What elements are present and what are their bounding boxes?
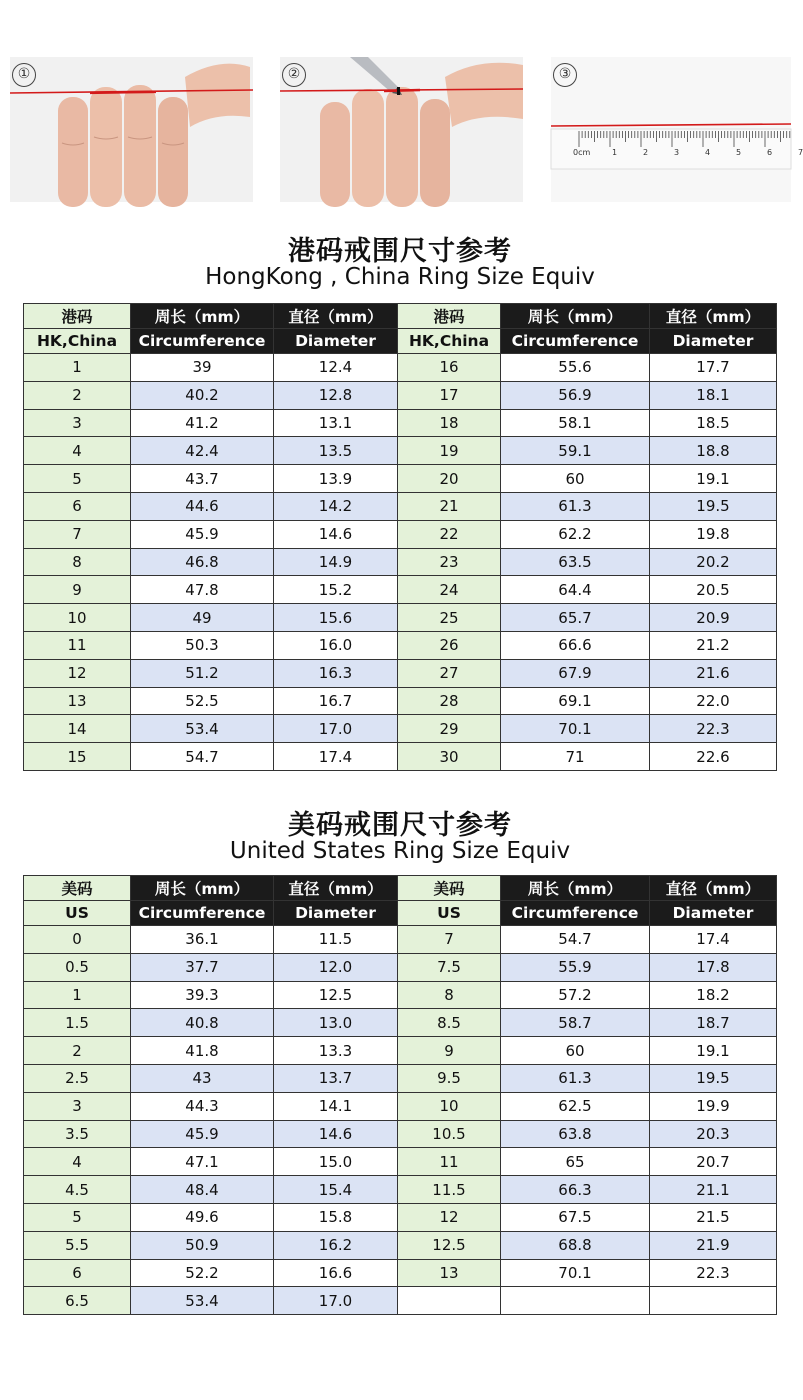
cell-diameter: 22.0	[650, 687, 777, 715]
cell-circumference: 61.3	[501, 1064, 650, 1092]
cell-size: 21	[398, 492, 501, 520]
cell-size: 5	[24, 465, 131, 493]
cell-size: 8	[24, 548, 131, 576]
header-circumference-en: Circumference	[131, 329, 274, 354]
cell-size: 7	[24, 520, 131, 548]
cell-size: 1	[24, 981, 131, 1009]
ruler-label: 0cm	[573, 148, 591, 157]
header-diameter-en: Diameter	[650, 329, 777, 354]
table-row	[24, 437, 777, 465]
ruler-label: 2	[643, 148, 649, 157]
table-row	[24, 354, 777, 382]
cell-circumference: 61.3	[501, 492, 650, 520]
cell-diameter: 13.1	[274, 409, 398, 437]
cell-circumference: 52.5	[131, 687, 274, 715]
cell-circumference: 58.7	[501, 1009, 650, 1037]
cell-circumference: 39.3	[131, 981, 274, 1009]
cell-size: 18	[398, 409, 501, 437]
header-diameter-en: Diameter	[274, 329, 398, 354]
cell-diameter: 15.4	[274, 1176, 398, 1204]
hk-header-cn-row	[24, 304, 777, 329]
header-circumference-cn: 周长（mm）	[131, 304, 274, 329]
cell-diameter: 17.0	[274, 1287, 398, 1315]
ruler-label: 6	[767, 148, 773, 157]
cell-diameter: 21.1	[650, 1176, 777, 1204]
cell-size: 1.5	[24, 1009, 131, 1037]
cell-circumference: 50.3	[131, 631, 274, 659]
cell-diameter: 17.0	[274, 715, 398, 743]
cell-diameter: 14.6	[274, 520, 398, 548]
cell-size: 15	[24, 743, 131, 771]
cell-diameter: 12.8	[274, 381, 398, 409]
cell-diameter: 17.8	[650, 953, 777, 981]
cell-circumference: 44.3	[131, 1092, 274, 1120]
header-circumference-cn: 周长（mm）	[501, 304, 650, 329]
table-row	[24, 715, 777, 743]
hk-size-table	[23, 303, 777, 771]
cell-circumference: 40.8	[131, 1009, 274, 1037]
hk-title-cn: 港码戒围尺寸参考	[288, 236, 512, 267]
cell-diameter: 14.9	[274, 548, 398, 576]
cell-size	[398, 1287, 501, 1315]
cell-circumference: 66.3	[501, 1176, 650, 1204]
cell-size: 7.5	[398, 953, 501, 981]
cell-circumference: 54.7	[131, 743, 274, 771]
cell-size: 14	[24, 715, 131, 743]
cell-size: 6	[24, 492, 131, 520]
table-row	[24, 687, 777, 715]
cell-circumference: 43	[131, 1064, 274, 1092]
cell-diameter: 19.1	[650, 465, 777, 493]
table-row	[24, 1231, 777, 1259]
header-diameter-en: Diameter	[274, 901, 398, 926]
cell-circumference: 49	[131, 604, 274, 632]
cell-circumference: 62.2	[501, 520, 650, 548]
cell-diameter: 16.6	[274, 1259, 398, 1287]
header-diameter-cn: 直径（mm）	[650, 304, 777, 329]
header-diameter-en: Diameter	[650, 901, 777, 926]
cell-diameter: 20.3	[650, 1120, 777, 1148]
cell-diameter: 16.0	[274, 631, 398, 659]
cell-circumference: 47.1	[131, 1148, 274, 1176]
cell-circumference: 41.8	[131, 1037, 274, 1065]
cell-circumference: 68.8	[501, 1231, 650, 1259]
cell-size: 11	[24, 631, 131, 659]
header-circumference-cn: 周长（mm）	[131, 876, 274, 901]
cell-diameter: 18.5	[650, 409, 777, 437]
cell-size: 3	[24, 409, 131, 437]
cell-diameter: 17.4	[274, 743, 398, 771]
cell-circumference: 59.1	[501, 437, 650, 465]
header-size-en: US	[398, 901, 501, 926]
header-size-cn: 美码	[24, 876, 131, 901]
table-row	[24, 520, 777, 548]
table-row	[24, 631, 777, 659]
cell-size: 22	[398, 520, 501, 548]
cell-circumference: 66.6	[501, 631, 650, 659]
cell-circumference: 53.4	[131, 715, 274, 743]
cell-circumference: 45.9	[131, 520, 274, 548]
ruler-label: 1	[612, 148, 618, 157]
header-size-cn: 美码	[398, 876, 501, 901]
hand-mark-string-illustration	[280, 57, 523, 202]
header-size-cn: 港码	[398, 304, 501, 329]
cell-circumference: 53.4	[131, 1287, 274, 1315]
cell-diameter: 19.5	[650, 1064, 777, 1092]
cell-circumference: 55.6	[501, 354, 650, 382]
us-header-en-row	[24, 901, 777, 926]
header-circumference-en: Circumference	[501, 329, 650, 354]
cell-diameter: 14.6	[274, 1120, 398, 1148]
cell-size: 30	[398, 743, 501, 771]
cell-circumference: 56.9	[501, 381, 650, 409]
header-size-en: HK,China	[24, 329, 131, 354]
cell-size: 24	[398, 576, 501, 604]
cell-diameter: 12.0	[274, 953, 398, 981]
table-row	[24, 1120, 777, 1148]
cell-circumference	[501, 1287, 650, 1315]
ruler-label: 7	[798, 148, 803, 157]
step-1-photo	[10, 57, 253, 202]
cell-size: 12	[24, 659, 131, 687]
cell-diameter: 15.8	[274, 1203, 398, 1231]
cell-diameter: 16.2	[274, 1231, 398, 1259]
header-diameter-cn: 直径（mm）	[650, 876, 777, 901]
table-row	[24, 743, 777, 771]
ruler-labels	[551, 148, 803, 160]
cell-diameter: 11.5	[274, 926, 398, 954]
cell-circumference: 63.8	[501, 1120, 650, 1148]
cell-size: 5	[24, 1203, 131, 1231]
cell-size: 6	[24, 1259, 131, 1287]
cell-size: 27	[398, 659, 501, 687]
table-row	[24, 1148, 777, 1176]
us-title-en: United States Ring Size Equiv	[229, 838, 571, 864]
cell-circumference: 55.9	[501, 953, 650, 981]
table-row	[24, 1064, 777, 1092]
cell-size: 25	[398, 604, 501, 632]
cell-size: 3.5	[24, 1120, 131, 1148]
cell-circumference: 62.5	[501, 1092, 650, 1120]
header-circumference-en: Circumference	[501, 901, 650, 926]
cell-circumference: 46.8	[131, 548, 274, 576]
table-row	[24, 465, 777, 493]
cell-size: 26	[398, 631, 501, 659]
table-row	[24, 576, 777, 604]
cell-circumference: 57.2	[501, 981, 650, 1009]
table-row	[24, 1259, 777, 1287]
cell-size: 28	[398, 687, 501, 715]
cell-circumference: 65.7	[501, 604, 650, 632]
cell-diameter: 20.2	[650, 548, 777, 576]
hk-title-en: HongKong , China Ring Size Equiv	[205, 264, 595, 290]
cell-size: 4	[24, 1148, 131, 1176]
cell-circumference: 42.4	[131, 437, 274, 465]
cell-size: 3	[24, 1092, 131, 1120]
cell-size: 4	[24, 437, 131, 465]
table-row	[24, 659, 777, 687]
table-row	[24, 981, 777, 1009]
cell-size: 8.5	[398, 1009, 501, 1037]
cell-size: 2	[24, 381, 131, 409]
cell-diameter: 18.8	[650, 437, 777, 465]
cell-size: 16	[398, 354, 501, 382]
hk-header-en-row	[24, 329, 777, 354]
cell-circumference: 40.2	[131, 381, 274, 409]
cell-size: 1	[24, 354, 131, 382]
cell-diameter: 16.3	[274, 659, 398, 687]
cell-diameter: 13.0	[274, 1009, 398, 1037]
cell-diameter: 20.7	[650, 1148, 777, 1176]
cell-circumference: 63.5	[501, 548, 650, 576]
us-header-cn-row	[24, 876, 777, 901]
cell-size: 0	[24, 926, 131, 954]
header-size-en: US	[24, 901, 131, 926]
cell-circumference: 58.1	[501, 409, 650, 437]
hand-wrap-string-illustration	[10, 57, 253, 202]
cell-circumference: 41.2	[131, 409, 274, 437]
cell-diameter: 20.9	[650, 604, 777, 632]
cell-size: 2.5	[24, 1064, 131, 1092]
cell-size: 13	[398, 1259, 501, 1287]
cell-diameter: 18.7	[650, 1009, 777, 1037]
cell-size: 2	[24, 1037, 131, 1065]
cell-diameter	[650, 1287, 777, 1315]
step-number-badge: ②	[282, 63, 306, 87]
header-size-en: HK,China	[398, 329, 501, 354]
header-circumference-cn: 周长（mm）	[501, 876, 650, 901]
cell-diameter: 14.1	[274, 1092, 398, 1120]
cell-size: 12	[398, 1203, 501, 1231]
table-row	[24, 381, 777, 409]
cell-size: 11.5	[398, 1176, 501, 1204]
cell-diameter: 19.9	[650, 1092, 777, 1120]
cell-diameter: 14.2	[274, 492, 398, 520]
cell-circumference: 50.9	[131, 1231, 274, 1259]
cell-diameter: 15.2	[274, 576, 398, 604]
cell-size: 9	[24, 576, 131, 604]
cell-diameter: 15.0	[274, 1148, 398, 1176]
cell-diameter: 19.1	[650, 1037, 777, 1065]
ruler-measure-illustration	[551, 57, 791, 202]
cell-size: 9.5	[398, 1064, 501, 1092]
cell-size: 19	[398, 437, 501, 465]
cell-circumference: 69.1	[501, 687, 650, 715]
cell-size: 6.5	[24, 1287, 131, 1315]
cell-diameter: 15.6	[274, 604, 398, 632]
cell-circumference: 65	[501, 1148, 650, 1176]
cell-circumference: 48.4	[131, 1176, 274, 1204]
cell-diameter: 22.6	[650, 743, 777, 771]
table-row	[24, 926, 777, 954]
cell-diameter: 19.8	[650, 520, 777, 548]
cell-circumference: 36.1	[131, 926, 274, 954]
cell-diameter: 21.2	[650, 631, 777, 659]
cell-diameter: 12.5	[274, 981, 398, 1009]
cell-circumference: 71	[501, 743, 650, 771]
cell-circumference: 43.7	[131, 465, 274, 493]
step-number-badge: ①	[12, 63, 36, 87]
cell-size: 11	[398, 1148, 501, 1176]
cell-diameter: 16.7	[274, 687, 398, 715]
us-title-cn: 美码戒围尺寸参考	[288, 810, 512, 841]
cell-size: 10	[398, 1092, 501, 1120]
cell-diameter: 22.3	[650, 1259, 777, 1287]
table-row	[24, 1176, 777, 1204]
header-diameter-cn: 直径（mm）	[274, 304, 398, 329]
cell-diameter: 18.1	[650, 381, 777, 409]
cell-size: 9	[398, 1037, 501, 1065]
cell-diameter: 21.9	[650, 1231, 777, 1259]
cell-size: 5.5	[24, 1231, 131, 1259]
cell-circumference: 60	[501, 465, 650, 493]
step-3-photo	[551, 57, 803, 202]
cell-circumference: 49.6	[131, 1203, 274, 1231]
cell-diameter: 21.6	[650, 659, 777, 687]
cell-diameter: 20.5	[650, 576, 777, 604]
header-size-cn: 港码	[24, 304, 131, 329]
cell-circumference: 52.2	[131, 1259, 274, 1287]
header-diameter-cn: 直径（mm）	[274, 876, 398, 901]
table-row	[24, 548, 777, 576]
table-row	[24, 1037, 777, 1065]
cell-circumference: 51.2	[131, 659, 274, 687]
step-number-badge: ③	[553, 63, 577, 87]
cell-circumference: 47.8	[131, 576, 274, 604]
cell-diameter: 13.5	[274, 437, 398, 465]
cell-diameter: 17.4	[650, 926, 777, 954]
cell-circumference: 54.7	[501, 926, 650, 954]
cell-circumference: 64.4	[501, 576, 650, 604]
cell-size: 13	[24, 687, 131, 715]
cell-diameter: 13.7	[274, 1064, 398, 1092]
cell-diameter: 17.7	[650, 354, 777, 382]
cell-circumference: 39	[131, 354, 274, 382]
us-table-body	[24, 926, 777, 1315]
hk-table-body	[24, 354, 777, 771]
cell-diameter: 18.2	[650, 981, 777, 1009]
cell-size: 23	[398, 548, 501, 576]
cell-size: 20	[398, 465, 501, 493]
step-2-photo	[280, 57, 523, 202]
cell-size: 29	[398, 715, 501, 743]
us-size-table	[23, 875, 777, 1315]
cell-size: 0.5	[24, 953, 131, 981]
table-row	[24, 1009, 777, 1037]
cell-circumference: 45.9	[131, 1120, 274, 1148]
cell-size: 17	[398, 381, 501, 409]
table-row	[24, 492, 777, 520]
cell-circumference: 70.1	[501, 1259, 650, 1287]
cell-size: 12.5	[398, 1231, 501, 1259]
cell-diameter: 22.3	[650, 715, 777, 743]
cell-diameter: 13.9	[274, 465, 398, 493]
ruler-label: 3	[674, 148, 680, 157]
cell-circumference: 70.1	[501, 715, 650, 743]
cell-circumference: 37.7	[131, 953, 274, 981]
cell-diameter: 12.4	[274, 354, 398, 382]
table-row	[24, 1092, 777, 1120]
table-row	[24, 409, 777, 437]
cell-circumference: 44.6	[131, 492, 274, 520]
cell-diameter: 13.3	[274, 1037, 398, 1065]
table-row	[24, 604, 777, 632]
cell-size: 4.5	[24, 1176, 131, 1204]
cell-diameter: 19.5	[650, 492, 777, 520]
cell-circumference: 67.5	[501, 1203, 650, 1231]
cell-circumference: 60	[501, 1037, 650, 1065]
cell-size: 7	[398, 926, 501, 954]
header-circumference-en: Circumference	[131, 901, 274, 926]
cell-size: 10	[24, 604, 131, 632]
table-row	[24, 1287, 777, 1315]
cell-size: 10.5	[398, 1120, 501, 1148]
ruler-label: 5	[736, 148, 742, 157]
table-row	[24, 1203, 777, 1231]
ruler-label: 4	[705, 148, 711, 157]
cell-diameter: 21.5	[650, 1203, 777, 1231]
table-row	[24, 953, 777, 981]
cell-circumference: 67.9	[501, 659, 650, 687]
cell-size: 8	[398, 981, 501, 1009]
